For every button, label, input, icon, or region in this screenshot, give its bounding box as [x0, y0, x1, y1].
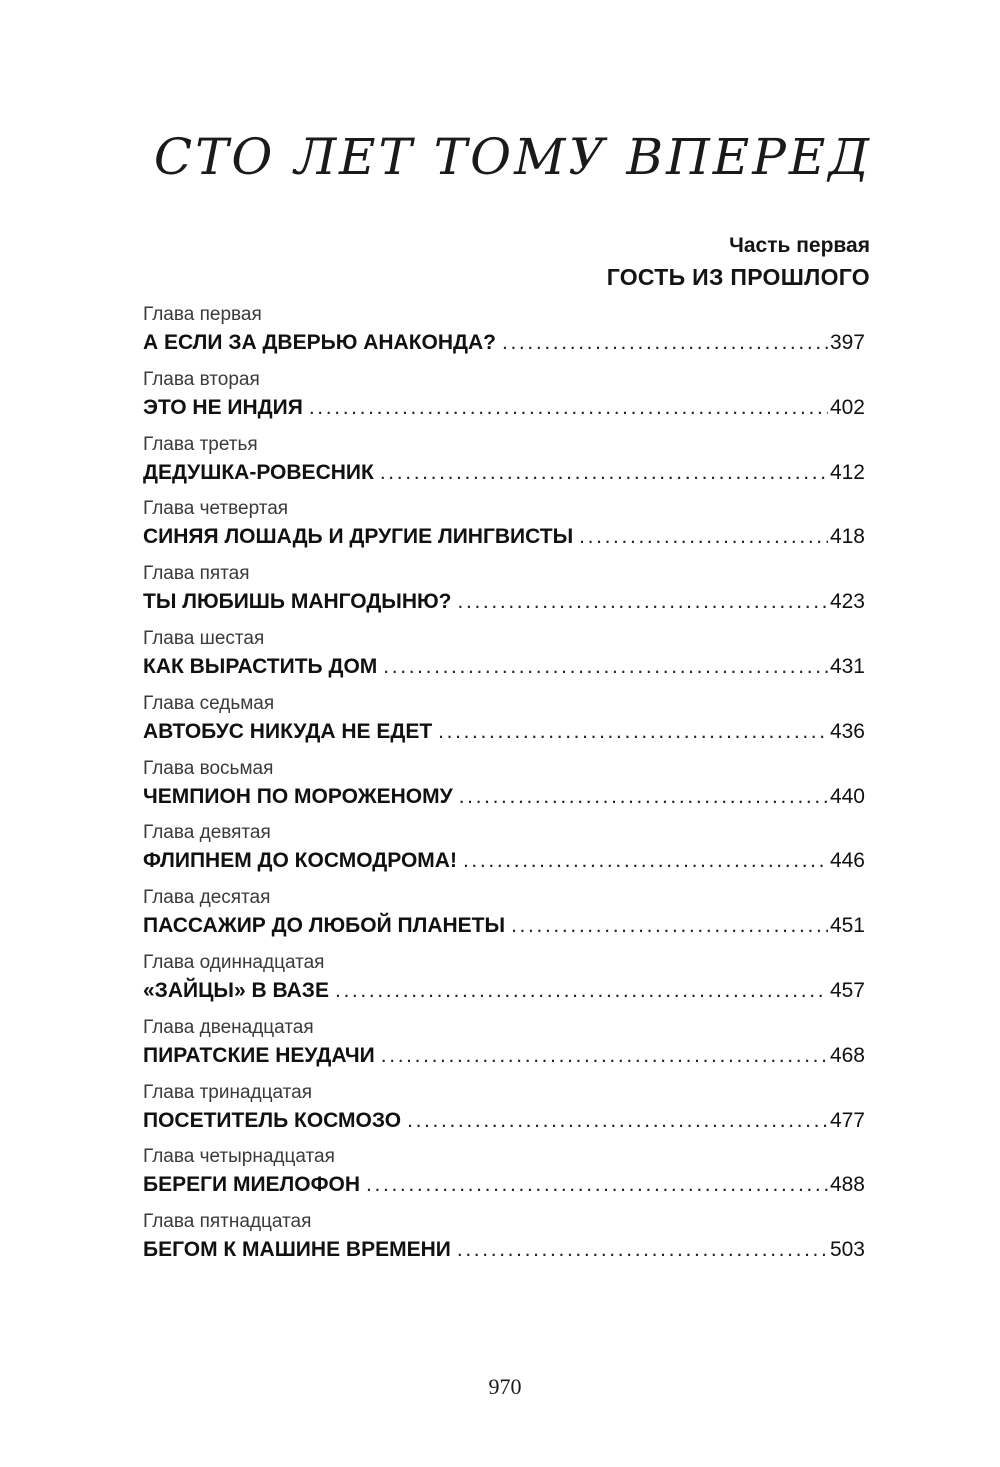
dot-leader — [309, 391, 828, 425]
dot-leader — [511, 909, 828, 943]
toc-entry — [143, 303, 865, 368]
chapter-label: Глава тринадцатая — [143, 1081, 313, 1103]
chapter-line — [143, 585, 865, 619]
chapter-page-number: 457 — [829, 978, 865, 1002]
chapter-page-number: 431 — [829, 654, 865, 678]
chapter-line — [143, 326, 865, 360]
chapter-title: БЕГОМ К МАШИНЕ ВРЕМЕНИ — [143, 1238, 451, 1262]
chapter-title: ПОСЕТИТЕЛЬ КОСМОЗО — [143, 1108, 402, 1132]
chapter-title: АВТОБУС НИКУДА НЕ ЕДЕТ — [143, 719, 433, 743]
dot-leader — [459, 780, 828, 814]
chapter-page-number: 468 — [829, 1043, 865, 1067]
chapter-title: ДЕДУШКА-РОВЕСНИК — [143, 460, 374, 484]
chapter-title: ФЛИПНЕМ ДО КОСМОДРОМА! — [143, 849, 457, 873]
chapter-line — [143, 715, 865, 749]
chapter-label: Глава одиннадцатая — [143, 951, 325, 973]
chapter-page-number: 440 — [829, 784, 865, 808]
toc-entry — [143, 627, 865, 692]
chapter-line — [143, 1104, 865, 1138]
chapter-label: Глава пятая — [143, 563, 250, 585]
chapter-page-number: 418 — [829, 525, 865, 549]
chapter-line — [143, 650, 865, 684]
table-of-contents — [143, 303, 865, 1275]
chapter-line — [143, 1233, 865, 1267]
chapter-line — [143, 520, 865, 554]
chapter-page-number: 503 — [829, 1238, 865, 1262]
toc-entry — [143, 692, 865, 757]
page-number: 970 — [488, 1374, 522, 1399]
toc-entry — [143, 1081, 865, 1146]
chapter-label: Глава девятая — [143, 822, 271, 844]
toc-entry — [143, 562, 865, 627]
chapter-label: Глава вторая — [143, 368, 260, 390]
chapter-label: Глава десятая — [143, 887, 271, 909]
chapter-page-number: 423 — [829, 590, 865, 614]
part-heading — [607, 233, 870, 293]
chapter-page-number: 477 — [829, 1108, 865, 1132]
dot-leader — [381, 1039, 828, 1073]
chapter-title: ПИРАТСКИЕ НЕУДАЧИ — [143, 1043, 375, 1067]
dot-leader — [407, 1104, 828, 1138]
toc-entry — [143, 886, 865, 951]
dot-leader — [335, 974, 828, 1008]
chapter-title: КАК ВЫРАСТИТЬ ДОМ — [143, 654, 378, 678]
chapter-label: Глава седьмая — [143, 692, 275, 714]
dot-leader — [458, 585, 828, 619]
chapter-label: Глава первая — [143, 304, 262, 325]
chapter-page-number: 436 — [829, 719, 865, 743]
chapter-line — [143, 780, 865, 814]
part-title: ГОСТЬ ИЗ ПРОШЛОГО — [606, 264, 870, 290]
chapter-label: Глава шестая — [143, 627, 265, 649]
dot-leader — [438, 715, 828, 749]
chapter-page-number: 412 — [829, 460, 865, 484]
chapter-label: Глава восьмая — [143, 757, 274, 779]
chapter-page-number: 397 — [829, 331, 865, 354]
book-title: СТО ЛЕТ ТОМУ ВПЕРЕД — [153, 128, 872, 186]
chapter-label: Глава двенадцатая — [143, 1016, 314, 1038]
chapter-title: СИНЯЯ ЛОШАДЬ И ДРУГИЕ ЛИНГВИСТЫ — [143, 525, 574, 549]
chapter-line — [143, 391, 865, 425]
chapter-page-number: 488 — [829, 1173, 865, 1197]
chapter-title: ПАССАЖИР ДО ЛЮБОЙ ПЛАНЕТЫ — [143, 914, 506, 938]
chapter-title: «ЗАЙЦЫ» В ВАЗЕ — [143, 978, 329, 1002]
toc-entry — [143, 1016, 865, 1081]
toc-entry — [143, 821, 865, 886]
chapter-line — [143, 456, 865, 490]
dot-leader — [383, 650, 828, 684]
dot-leader — [579, 520, 828, 554]
toc-entry — [143, 757, 865, 822]
chapter-page-number: 446 — [829, 849, 865, 873]
toc-entry — [143, 951, 865, 1016]
chapter-title: ЭТО НЕ ИНДИЯ — [143, 395, 303, 419]
chapter-line — [143, 974, 865, 1008]
chapter-line — [143, 844, 865, 878]
dot-leader — [366, 1168, 828, 1202]
chapter-title: ТЫ ЛЮБИШЬ МАНГОДЫНЮ? — [143, 590, 452, 614]
chapter-label: Глава третья — [143, 433, 258, 455]
dot-leader — [457, 1233, 828, 1267]
chapter-line — [143, 909, 865, 943]
chapter-title: А ЕСЛИ ЗА ДВЕРЬЮ АНАКОНДА? — [143, 331, 496, 354]
chapter-page-number: 402 — [829, 395, 865, 419]
toc-entry — [143, 497, 865, 562]
chapter-page-number: 451 — [829, 914, 865, 938]
toc-entry — [143, 433, 865, 498]
chapter-title: ЧЕМПИОН ПО МОРОЖЕНОМУ — [143, 784, 453, 808]
toc-entry — [143, 1210, 865, 1275]
dot-leader — [380, 456, 828, 490]
chapter-line — [143, 1039, 865, 1073]
dot-leader — [463, 844, 828, 878]
chapter-label: Глава четырнадцатая — [143, 1146, 335, 1168]
toc-entry — [143, 1145, 865, 1210]
toc-entry — [143, 368, 865, 433]
chapter-line — [143, 1168, 865, 1202]
chapter-title: БЕРЕГИ МИЕЛОФОН — [143, 1173, 361, 1197]
part-label: Часть первая — [729, 234, 870, 257]
dot-leader — [502, 326, 828, 360]
chapter-label: Глава пятнадцатая — [143, 1211, 312, 1233]
chapter-label: Глава четвертая — [143, 498, 289, 520]
